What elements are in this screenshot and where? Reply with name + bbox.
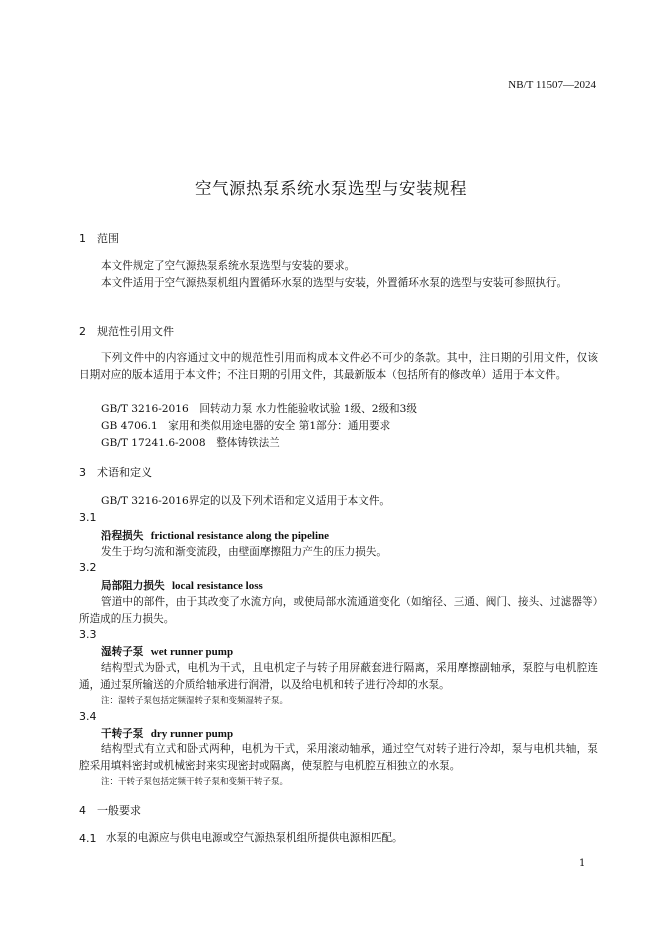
section-1-heading [79,230,119,246]
section-4-title: 一般要求 [97,804,141,817]
term-name [101,644,233,659]
section-2-heading [79,323,174,339]
section-4-heading [79,802,141,818]
document-title: 空气源热泵系统水泵选型与安装规程 [195,179,467,198]
section-3-title: 术语和定义 [97,466,152,479]
term-name [101,528,329,543]
page-number: 1 [579,858,586,869]
term-definition: 结构型式有立式和卧式两种，电机为干式，采用滚动轴承，通过空气对转子进行冷却，泵与电机共轴，泵腔采用填料密封或机械密封来实现密封或隔离，使泵腔与电机腔互相独立的水泵。 [79,743,598,772]
term-note: 注：干转子泵包括定频干转子泵和变频干转子泵。 [101,777,289,787]
term-number: 3.2 [79,561,97,574]
term-name-zh: 局部阻力损失 [101,580,165,592]
standard-code: NB/T 11507—2024 [508,79,596,91]
section-2-title: 规范性引用文件 [97,325,174,338]
reference-item: GB/T 17241.6-2008 整体铸铁法兰 [101,437,280,449]
term-name-en: dry runner pump [150,728,234,740]
term-name-zh: 湿转子泵 [101,646,144,658]
term-name-zh: 沿程损失 [101,530,144,542]
section-2-number: 2 [79,325,86,338]
section-2-intro: 下列文件中的内容通过文中的规范性引用而构成本文件必不可少的条款。其中，注日期的引用文件，仅该日期对应的版本适用于本文件；不注日期的引用文件，其最新版本（包括所有的修改单）适用于本文件。 [79,352,598,381]
term-number: 3.4 [79,710,97,723]
term-note: 注：湿转子泵包括定频湿转子泵和变频湿转子泵。 [101,696,289,706]
term-definition: 发生于均匀流和渐变流段，由壁面摩擦阻力产生的压力损失。 [101,546,388,558]
term-name [101,578,263,593]
term-name [101,726,233,741]
clause-4-1-text: 水泵的电源应与供电电源或空气源热泵机组所提供电源相匹配。 [106,832,403,844]
section-1-number: 1 [79,232,86,245]
term-definition: 结构型式为卧式，电机为干式，且电机定子与转子用屏蔽套进行隔离，采用摩擦副轴承，泵腔与电机腔连通，通过泵所输送的介质给轴承进行润滑，以及给电机和转子进行冷却的水泵。 [79,662,598,691]
section-1-paragraph-1: 本文件规定了空气源热泵系统水泵选型与安装的要求。 [101,260,356,272]
clause-4-1-number: 4.1 [79,832,97,845]
term-name-en: local resistance loss [171,580,263,592]
term-name-en: frictional resistance along the pipeline [150,530,329,542]
term-number: 3.3 [79,628,97,641]
term-name-zh: 干转子泵 [101,728,144,740]
section-1-paragraph-2: 本文件适用于空气源热泵机组内置循环水泵的选型与安装，外置循环水泵的选型与安装可参照执行。 [101,277,568,289]
reference-item: GB/T 3216-2016 回转动力泵 水力性能验收试验 1级、2级和3级 [101,403,417,415]
term-definition: 管道中的部件，由于其改变了水流方向，或使局部水流通道变化（如缩径、三通、阀门、接头、过滤器等）所造成的压力损失。 [79,596,598,625]
term-number: 3.1 [79,511,97,524]
reference-item: GB 4706.1 家用和类似用途电器的安全 第1部分：通用要求 [101,420,391,432]
section-4-number: 4 [79,804,86,817]
section-3-heading [79,464,152,480]
section-1-title: 范围 [97,232,119,245]
section-3-number: 3 [79,466,86,479]
term-name-en: wet runner pump [150,646,234,658]
section-3-intro: GB/T 3216-2016界定的以及下列术语和定义适用于本文件。 [101,495,391,507]
